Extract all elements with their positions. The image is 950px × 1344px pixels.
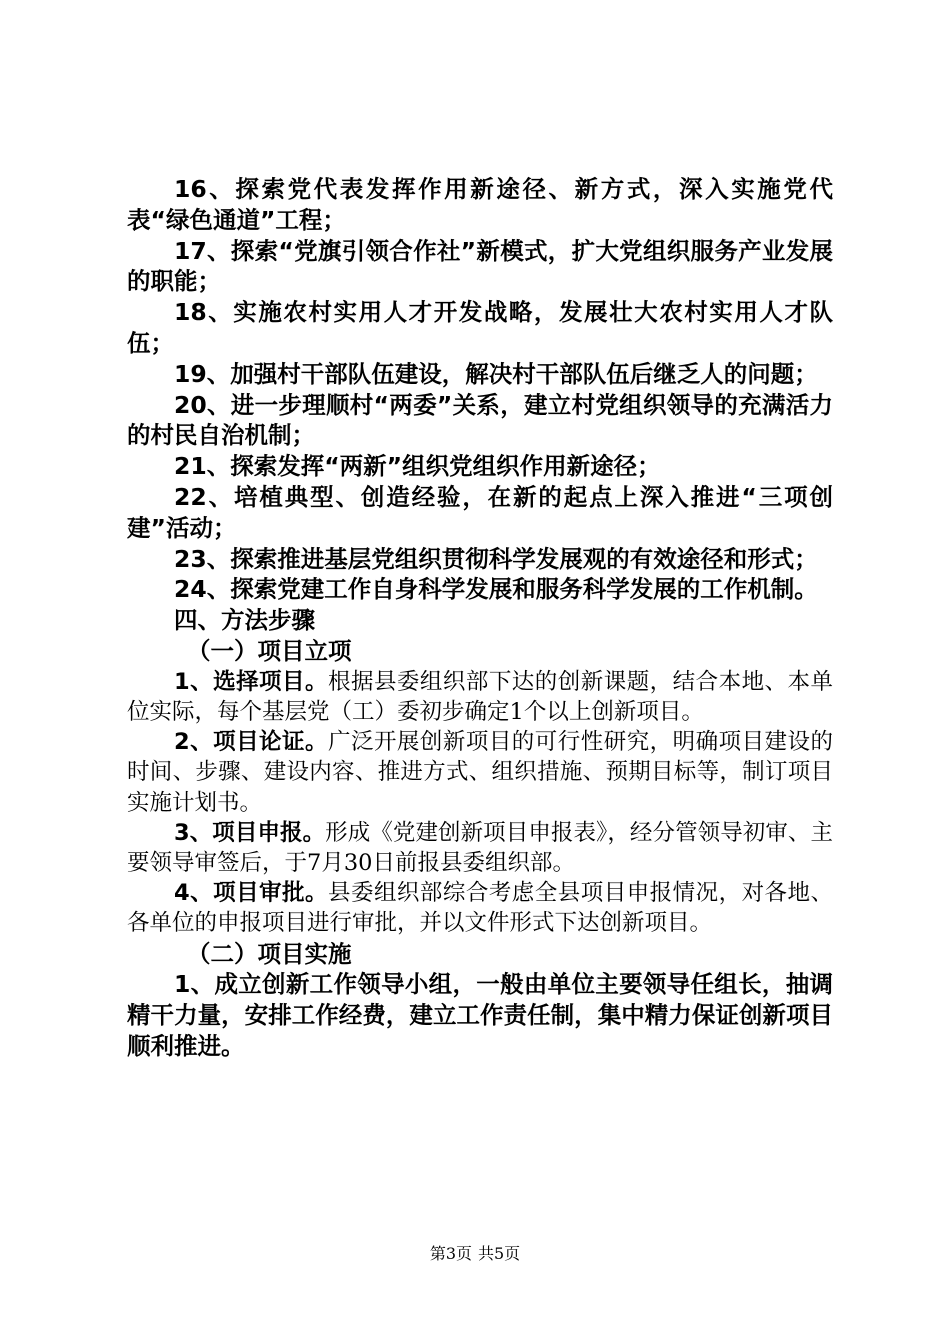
list-item: 23、探索推进基层党组织贯彻科学发展观的有效途径和形式； (174, 544, 818, 573)
document-body (127, 174, 833, 1062)
section-heading: 四、方法步骤 (174, 606, 315, 635)
list-item: 21、探索发挥“两新”组织党组织作用新途径； (174, 452, 661, 481)
step-lead: 1、选择项目。 (174, 668, 328, 695)
step-body: 形成《党建创新项目申报表》，经分管领导初审、主要领导审签后，于7月30日前报县委组织部。 (127, 819, 833, 876)
list-item: 17、探索“党旗引领合作社”新模式，扩大党组织服务产业发展的职能； (127, 236, 833, 296)
subsection-heading: （二）项目实施 (187, 939, 352, 968)
step-lead: 4、项目审批。 (174, 880, 328, 907)
step-paragraph (127, 667, 833, 727)
step-paragraph (127, 878, 833, 938)
step-paragraph (127, 727, 833, 818)
step-body: 县委组织部综合考虑全县项目申报情况，对各地、各单位的申报项目进行审批，并以文件形式下达创新项目。 (127, 880, 833, 937)
step-paragraph (127, 818, 833, 878)
step-body: 广泛开展创新项目的可行性研究，明确项目建设的时间、步骤、建设内容、推进方式、组织措施、预期目标等，制订项目实施计划书。 (127, 729, 833, 816)
page-footer (0, 1244, 950, 1264)
list-item: 24、探索党建工作自身科学发展和服务科学发展的工作机制。 (174, 575, 818, 604)
subsection-heading: （一）项目立项 (187, 636, 352, 665)
list-item: 1、成立创新工作领导小组，一般由单位主要领导任组长，抽调精干力量，安排工作经费，建立工作责任制，集中精力保证创新项目顺利推进。 (127, 970, 833, 1060)
page-total: 共5页 (478, 1244, 521, 1263)
step-body: 根据县委组织部下达的创新课题，结合本地、本单位实际，每个基层党（工）委初步确定1个以上创新项目。 (127, 668, 833, 725)
step-lead: 2、项目论证。 (174, 729, 328, 756)
list-item: 19、加强村干部队伍建设，解决村干部队伍后继乏人的问题； (174, 359, 818, 388)
list-item: 20、进一步理顺村“两委”关系，建立村党组织领导的充满活力的村民自治机制； (127, 390, 833, 450)
step-lead: 3、项目申报。 (174, 819, 326, 846)
list-item: 18、实施农村实用人才开发战略，发展壮大农村实用人才队伍； (127, 298, 833, 357)
list-item: 22、培植典型、创造经验，在新的起点上深入推进“三项创建”活动； (127, 482, 833, 542)
list-item: 16、探索党代表发挥作用新途径、新方式，深入实施党代表“绿色通道”工程； (127, 175, 833, 234)
page-number: 第3页 (429, 1244, 472, 1263)
